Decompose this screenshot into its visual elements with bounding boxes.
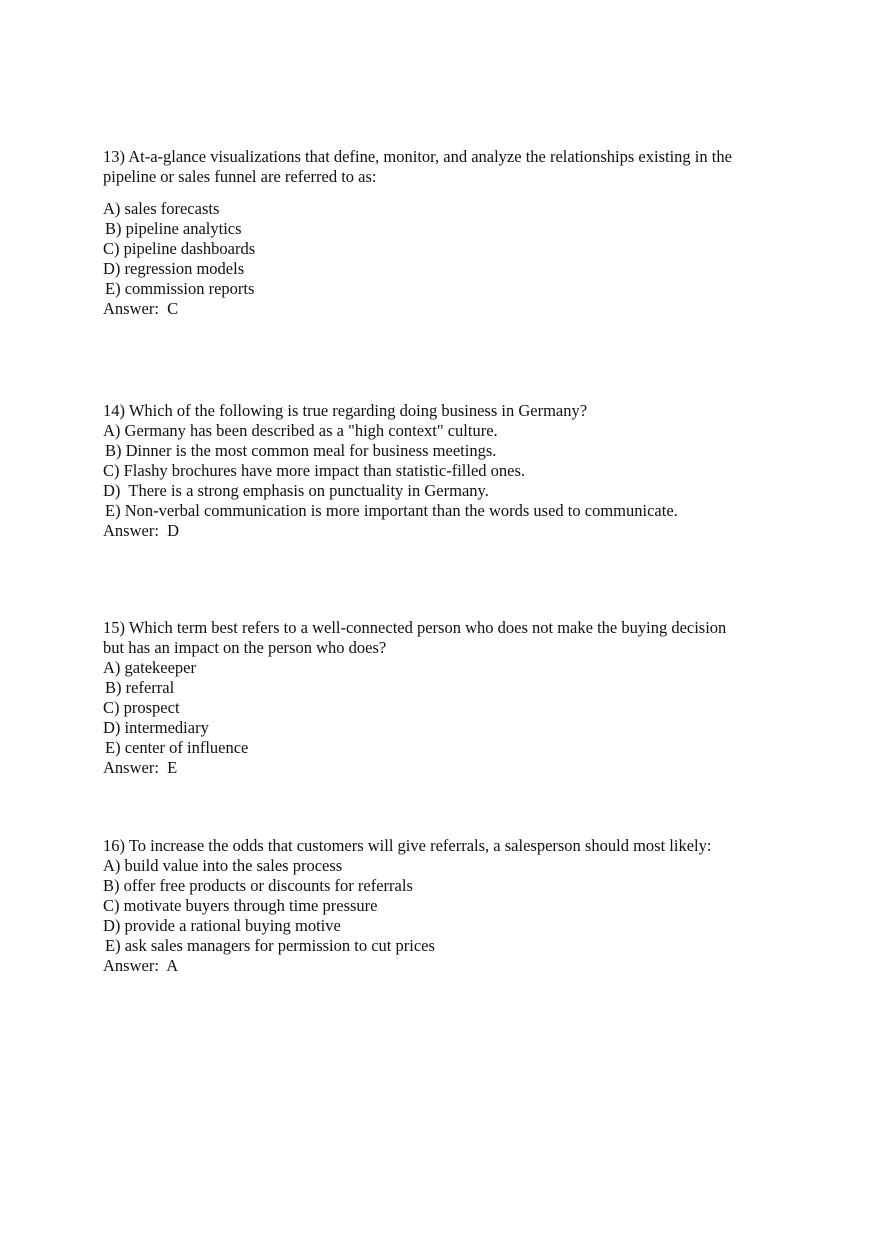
question-14 <box>103 401 783 541</box>
answer-option-b: B) referral <box>105 678 175 697</box>
question-stem: 13) At-a-glance visualizations that define, monitor, and analyze the relationships existing in the <box>103 147 732 166</box>
answer-option-c: C) pipeline dashboards <box>103 239 256 258</box>
answer-option-e: E) center of influence <box>105 738 249 757</box>
answer-option-d: D) regression models <box>103 259 245 278</box>
answer-option-d: D) There is a strong emphasis on punctuality in Germany. <box>103 481 489 500</box>
answer-option-a: A) build value into the sales process <box>103 856 343 875</box>
question-stem: pipeline or sales funnel are referred to as: <box>103 167 377 186</box>
answer-option-b: B) offer free products or discounts for referrals <box>103 876 413 895</box>
answer-key: Answer: E <box>103 758 178 777</box>
question-stem: 16) To increase the odds that customers will give referrals, a salesperson should most likely: <box>103 836 712 855</box>
question-stem: 14) Which of the following is true regarding doing business in Germany? <box>103 401 588 420</box>
answer-option-a: A) sales forecasts <box>103 199 220 218</box>
answer-key: Answer: C <box>103 299 179 318</box>
answer-option-e: E) commission reports <box>105 279 255 298</box>
question-stem: 15) Which term best refers to a well-connected person who does not make the buying decision <box>103 618 727 637</box>
answer-option-d: D) intermediary <box>103 718 209 737</box>
answer-option-a: A) Germany has been described as a "high context" culture. <box>103 421 498 440</box>
answer-option-b: B) pipeline analytics <box>105 219 242 238</box>
answer-option-e: E) Non-verbal communication is more important than the words used to communicate. <box>105 501 678 520</box>
answer-option-c: C) motivate buyers through time pressure <box>103 896 378 915</box>
answer-option-a: A) gatekeeper <box>103 658 196 677</box>
question-stem: but has an impact on the person who does? <box>103 638 387 657</box>
question-13 <box>103 147 783 319</box>
question-16 <box>103 836 783 976</box>
question-15 <box>103 618 783 778</box>
answer-option-d: D) provide a rational buying motive <box>103 916 341 935</box>
answer-option-e: E) ask sales managers for permission to cut prices <box>105 936 435 955</box>
answer-option-b: B) Dinner is the most common meal for business meetings. <box>105 441 497 460</box>
answer-option-c: C) Flashy brochures have more impact than statistic-filled ones. <box>103 461 526 480</box>
answer-key: Answer: D <box>103 521 180 540</box>
answer-key: Answer: A <box>103 956 179 975</box>
answer-option-c: C) prospect <box>103 698 180 717</box>
